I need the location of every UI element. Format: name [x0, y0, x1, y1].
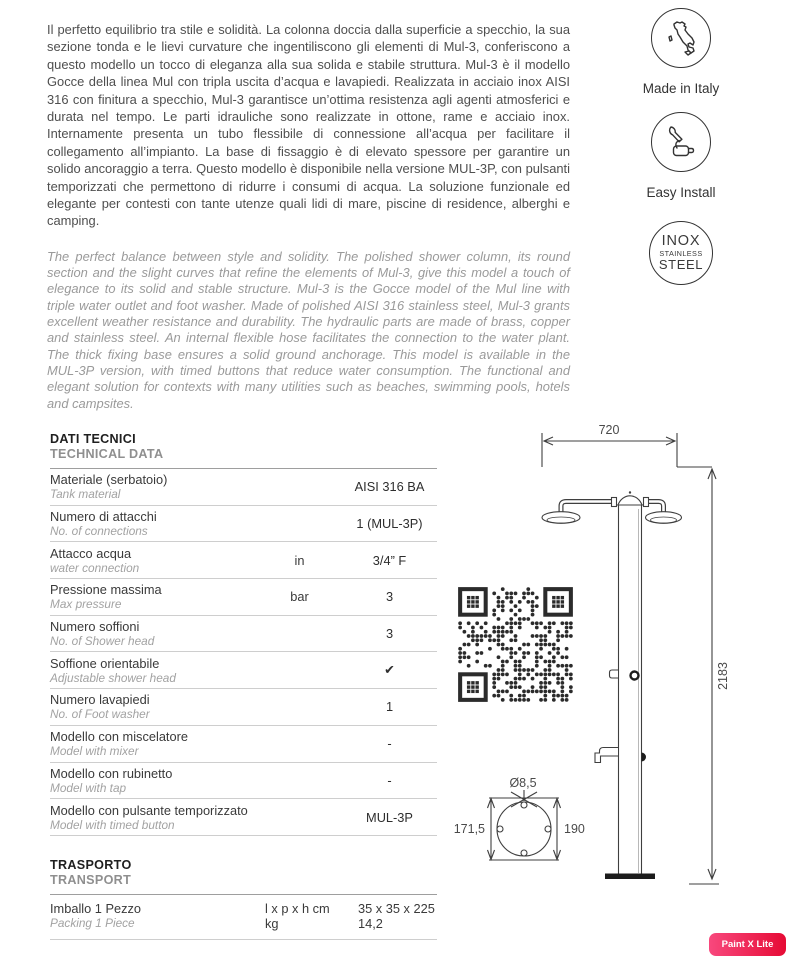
timed-button-detail	[631, 672, 639, 680]
dim-height-label: 2183	[716, 662, 730, 690]
row-label-it: Soffione orientabile	[50, 655, 160, 671]
row-value: 3	[385, 626, 394, 642]
row-value: 3	[385, 589, 394, 605]
badge-made-in-italy	[611, 8, 751, 96]
table-row	[50, 726, 437, 763]
inox-line3: STEEL	[658, 257, 704, 272]
section-title-it: TRASPORTO	[50, 858, 132, 872]
base-plan-view	[454, 776, 585, 860]
dim-hole-label: Ø8,5	[509, 776, 537, 790]
shower-column	[595, 491, 655, 879]
table-row	[50, 579, 437, 616]
badge-easy-install	[611, 112, 751, 200]
row-value: AISI 316 BA	[354, 479, 425, 495]
row-label-en: Adjustable shower head	[50, 670, 176, 685]
inox-line2: STAINLESS	[659, 249, 703, 258]
row-label-en: Max pressure	[50, 597, 122, 612]
row-value: 1	[385, 699, 394, 715]
inox-line1: INOX	[661, 233, 701, 249]
row-value: 3/4” F	[372, 552, 407, 568]
row-label-en: Model with timed button	[50, 817, 175, 832]
row-label-it: Numero soffioni	[50, 619, 140, 635]
row-unit-weight: kg	[265, 916, 279, 931]
wrench-hand-icon	[651, 112, 711, 172]
inox-badge-icon	[649, 221, 713, 285]
row-unit: in	[294, 552, 305, 568]
row-label-it: Modello con rubinetto	[50, 765, 173, 781]
table-row	[50, 506, 437, 543]
row-label-en: Packing 1 Piece	[50, 916, 135, 930]
row-label-en: Model with mixer	[50, 744, 139, 759]
dim-base-left-label: 171,5	[453, 822, 485, 836]
section-title-en: TRANSPORT	[50, 873, 132, 887]
section-title-en: TECHNICAL DATA	[50, 447, 164, 461]
row-label-it: Modello con pulsante temporizzato	[50, 802, 248, 818]
shower-heads	[542, 512, 682, 524]
row-unit: bar	[290, 589, 309, 605]
foot-washer-spout	[595, 748, 618, 763]
table-row	[50, 616, 437, 653]
transport-section	[50, 858, 437, 940]
row-label-it: Numero di attacchi	[50, 509, 157, 525]
row-label-en: No. of Shower head	[50, 634, 155, 649]
description-italian: Il perfetto equilibrio tra stile e solidità. La colonna doccia dalla superficie a specchio, la sua sezione tonda e le lievi curvature che ingentiliscono gli elementi di Mul-3, conferiscono a questo modello un tocco di eleganza alla sua solida e stabile struttura. Mul-3 è il modello Gocce della linea Mul con tripla uscita d’acqua e lavapiedi. Realizzata in acciaio inox AISI 316 con finitura a specchio, Mul-3 garantisce un’ottima resistenza agli agenti atmosferici e durata nel tempo. Le parti idrauliche sono realizzate in ottone, rame e acciaio inox. Internamente presenta un tubo flessibile di connessione all’acqua per facilitare il collegamento all’impianto. La base di fissaggio è di elevato spessore per garantire un solido ancoraggio a terra. Questo modello è disponibile nella versione MUL-3P, con pulsanti temporizzati che permettono di ridurre i consumi di acqua. La soluzione funzionale ed elegante per contesti con tante utenze quali lidi di mare, piscine di residence, alberghi e camping.	[47, 21, 570, 229]
row-unit-dims: l x p x h cm	[265, 901, 330, 916]
row-value: 1 (MUL-3P)	[356, 516, 423, 532]
table-row	[50, 689, 437, 726]
dim-width-label: 720	[598, 423, 620, 437]
badge-label: Made in Italy	[642, 81, 720, 96]
row-label-en: water connection	[50, 560, 140, 575]
paint-x-lite-watermark: Paint X Lite	[709, 933, 786, 956]
row-label-en: Tank material	[50, 487, 121, 502]
row-value: -	[387, 772, 392, 788]
row-value-checkmark: ✔	[384, 662, 395, 678]
row-label-it: Imballo 1 Pezzo	[50, 901, 142, 916]
row-label-it: Pressione massima	[50, 582, 162, 598]
description-english: The perfect balance between style and solidity. The polished shower column, its round section and the slight curves that refine the elements of Mul-3, give this model a touch of elegance to its solid and stable structure. Mul-3 is the Gocce model of the Mul line with triple water outlet and foot washer. Made of polished AISI 316 stainless steel, Mul-3 grants excellent weather resistance and durability. The hydraulic parts are made of brass, copper and stainless steel. An internal flexible hose facilitates the connection to the water plant. The thick fixing base ensures a solid ground anchorage. This model is available in the MUL-3P version, with timed buttons that reduce water consumption. The functional and elegant solution for contexts with many utilities such as beaches, swimming pools, hotels and campsites.	[47, 248, 570, 411]
table-row	[50, 799, 437, 836]
table-row	[50, 542, 437, 579]
badge-label: Easy Install	[646, 185, 716, 200]
table-row	[50, 895, 437, 940]
table-row	[50, 469, 437, 506]
row-label-en: No. of Foot washer	[50, 707, 150, 722]
technical-data-section	[50, 432, 437, 836]
row-label-en: Model with tap	[50, 780, 127, 795]
shower-arms	[561, 498, 664, 513]
dim-base-right-label: 190	[564, 822, 585, 836]
section-title-it: DATI TECNICI	[50, 432, 136, 446]
row-value: -	[387, 736, 392, 752]
row-value-dims: 35 x 35 x 225	[358, 901, 435, 916]
italy-map-icon	[651, 8, 711, 68]
table-row	[50, 652, 437, 689]
row-label-it: Numero lavapiedi	[50, 692, 150, 708]
row-label-it: Attacco acqua	[50, 545, 132, 561]
row-value-weight: 14,2	[358, 916, 383, 931]
qr-code	[458, 587, 573, 702]
badge-inox-stainless-steel	[611, 221, 751, 285]
table-row	[50, 763, 437, 800]
row-label-it: Materiale (serbatoio)	[50, 472, 168, 488]
row-label-en: No. of connections	[50, 524, 148, 539]
row-value: MUL-3P	[366, 809, 413, 825]
row-label-it: Modello con miscelatore	[50, 729, 188, 745]
